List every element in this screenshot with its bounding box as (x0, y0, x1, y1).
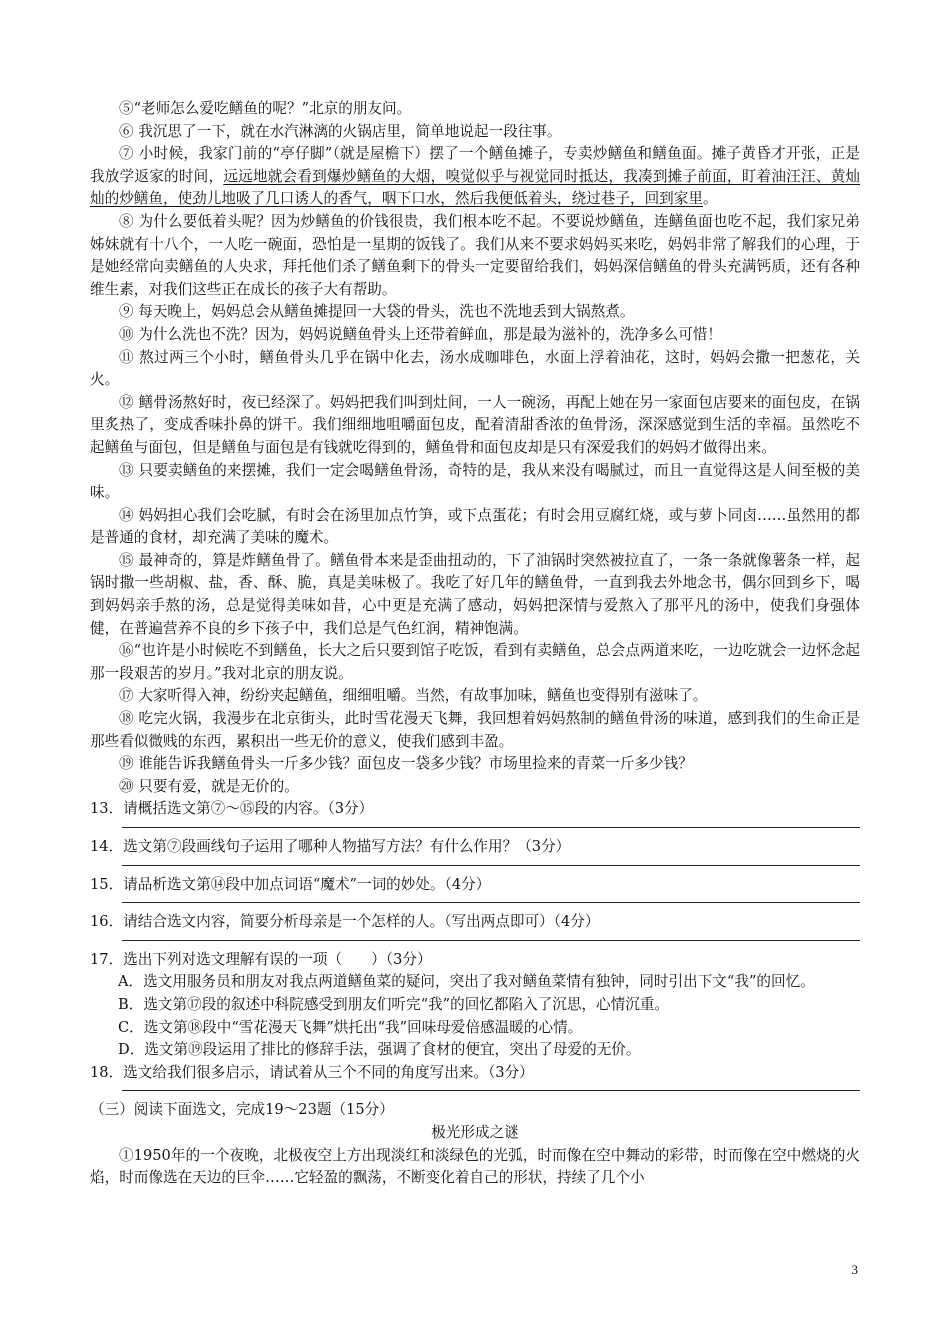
option-c: C．选文第⑱段中“雪花漫天飞舞”烘托出“我”回味母爱倍感温暖的心情。 (118, 1018, 583, 1036)
question-14: 14．选文第⑦段画线句子运用了哪种人物描写方法？有什么作用？（3分） (90, 838, 571, 855)
paragraph-13: ⑬ 只要卖鳝鱼的来摆摊，我们一定会喝鳝鱼骨汤，奇特的是，我从来没有喝腻过，而且一直觉得这是人间至极的美味。 (90, 461, 860, 502)
paragraph-5: ⑤“老师怎么爱吃鳝鱼的呢？”北京的朋友问。 (119, 100, 412, 117)
paragraph-10: ⑩ 为什么洗也不洗？因为，妈妈说鳝鱼骨头上还带着鲜血，那是最为滋补的，洗净多么可惜！ (119, 325, 722, 343)
paragraph-20: ⑳ 只要有爱，就是无价的。 (119, 777, 299, 795)
paragraph-8: ⑧ 为什么要低着头呢？因为炒鳝鱼的价钱很贵，我们根本吃不起。不要说炒鳝鱼，连鳝鱼面也吃不起，我们家兄弟姊妹就有十八个，一人吃一碗面，恐怕是一星期的饭钱了。我们从来不要求妈妈买来吃，妈妈非常了解我们的心理，于是她经常向卖鳝鱼的人央求，拜托他们杀了鳝鱼剩下的骨头一定要留给我们，妈妈深信鳝鱼的骨头充满钙质，还有各种维生素，对我们这些正在成长的孩子大有帮助。 (90, 212, 860, 298)
answer-line-14[interactable] (122, 865, 860, 866)
underlined-sentence: 远远地就会看到爆炒鳝鱼的大烟，嗅觉似乎与视觉同时抵达，我凑到摊子前面，盯着油汪汪、黄灿灿的炒鳝鱼，使劲儿地吸了几口诱人的香气，咽下口水，然后我便低着头，绕过巷子，回到家里 (90, 167, 860, 208)
paragraph-16: ⑯“也许是小时候吃不到鳝鱼，长大之后只要到馆子吃饭，看到有卖鳝鱼，总会点两道来吃，一边吃就会一边怀念起那一段艰苦的岁月。”我对北京的朋友说。 (90, 642, 860, 682)
answer-line-18[interactable] (122, 1090, 860, 1091)
question-13: 13．请概括选文第⑦～⑮段的内容。（3分） (90, 800, 374, 818)
section-3-paragraph-1: ①1950年的一个夜晚，北极夜空上方出现淡红和淡绿色的光弧，时而像在空中舞动的彩带，时而像在空中燃烧的火焰，时而像选在天边的巨伞……它轻盈的飘荡，不断变化着自己的形状，持续了几个小 (90, 1146, 860, 1187)
reading-passage (90, 98, 860, 1190)
paragraph-19: ⑲ 谁能告诉我鳝鱼骨头一斤多少钱？面包皮一袋多少钱？市场里捡来的青菜一斤多少钱？ (119, 755, 693, 773)
paragraph-7-end: 。 (702, 190, 718, 208)
paragraph-7 (90, 143, 860, 211)
paragraph-11: ⑪ 熬过两三个小时，鳝鱼骨头几乎在锅中化去，汤水成咖啡色，水面上浮着油花，这时，妈妈会撒一把葱花，关火。 (90, 348, 860, 389)
question-17: 17．选出下列对选文理解有误的一项（ ）（3分） (90, 950, 432, 968)
option-b: B．选文第⑰段的叙述中科院感受到朋友们听完“我”的回忆都陷入了沉思，心情沉重。 (118, 995, 670, 1013)
option-d: D．选文第⑲段运用了排比的修辞手法，强调了食材的便宜，突出了母爱的无价。 (118, 1041, 641, 1059)
paragraph-14: ⑭ 妈妈担心我们会吃腻，有时会在汤里加点竹笋，或下点蛋花；有时会用豆腐红烧，或与萝卜同卤……虽然用的都是普通的食材，却充满了美味的魔术。 (90, 506, 860, 547)
answer-line-15[interactable] (122, 902, 860, 903)
paragraph-15: ⑮ 最神奇的，算是炸鳝鱼骨了。鳝鱼骨本来是歪曲扭动的，下了油锅时突然被拉直了，一条一条就像薯条一样，起锅时撒一些胡椒、盐，香、酥、脆，真是美味极了。我吃了好几年的鳝鱼骨，一直到我去外地念书，偶尔回到乡下，喝到妈妈亲手熬的汤，总是觉得美味如昔，心中更是充满了感动，妈妈把深情与爱熬入了那平凡的汤中，使我们身强体健，在普遍营养不良的乡下孩子中，我们总是气色红润，精神饱满。 (90, 551, 860, 637)
section-3-title: 极光形成之谜 (431, 1123, 519, 1141)
paragraph-12: ⑫ 鳝骨汤熬好时，夜已经深了。妈妈把我们叫到灶间，一人一碗汤，再配上她在另一家面包店要来的面包皮，在锅里炙热了，变成香味扑鼻的饼干。我们细细地咀嚼面包皮，配着清甜香浓的鱼骨汤，深深感觉到生活的幸福。虽然吃不起鳝鱼与面包，但是鳝鱼与面包是有钱就吃得到的，鳝鱼骨和面包皮却是只有深爱我们的妈妈才做得出来。 (90, 393, 860, 456)
page-number: 3 (851, 1262, 858, 1277)
section-3-heading: （三）阅读下面选文，完成19～23题（15分） (90, 1101, 394, 1119)
question-18: 18．选文给我们很多启示，请试着从三个不同的角度写出来。（3分） (90, 1063, 534, 1081)
paragraph-9: ⑨ 每天晚上，妈妈总会从鳝鱼摊提回一大袋的骨头，洗也不洗地丢到大锅熬煮。 (119, 303, 635, 321)
paragraph-6: ⑥ 我沉思了一下，就在水汽淋漓的火锅店里，简单地说起一段往事。 (119, 122, 562, 140)
paragraph-18: ⑱ 吃完火锅，我漫步在北京街头，此时雪花漫天飞舞，我回想着妈妈熬制的鳝鱼骨汤的味道，感到我们的生命正是那些看似微贱的东西，累积出一些无价的意义，使我们感到丰盈。 (90, 710, 860, 750)
question-16: 16．请结合选文内容，简要分析母亲是一个怎样的人。（写出两点即可）（4分） (90, 913, 600, 931)
answer-line-16[interactable] (122, 940, 860, 941)
paragraph-17: ⑰ 大家听得入神，纷纷夹起鳝鱼，细细咀嚼。当然，有故事加味，鳝鱼也变得别有滋味了。 (119, 687, 708, 705)
question-15: 15．请品析选文第⑭段中加点词语“魔术”一词的妙处。（4分） (90, 875, 491, 893)
option-a: A．选文用服务员和朋友对我点两道鳝鱼菜的疑问，突出了我对鳝鱼菜情有独钟，同时引出下文“我”的回忆。 (118, 973, 815, 991)
paragraph-7-start: ⑦ 小时候，我家门前的“亭仔脚”（就是屋檐下）摆了一个鳝鱼摊子，专卖炒鳝鱼和鳝鱼面。摊子黄昏才开张，正是我放学返家的时间， (90, 145, 860, 185)
answer-line-13[interactable] (122, 827, 860, 828)
